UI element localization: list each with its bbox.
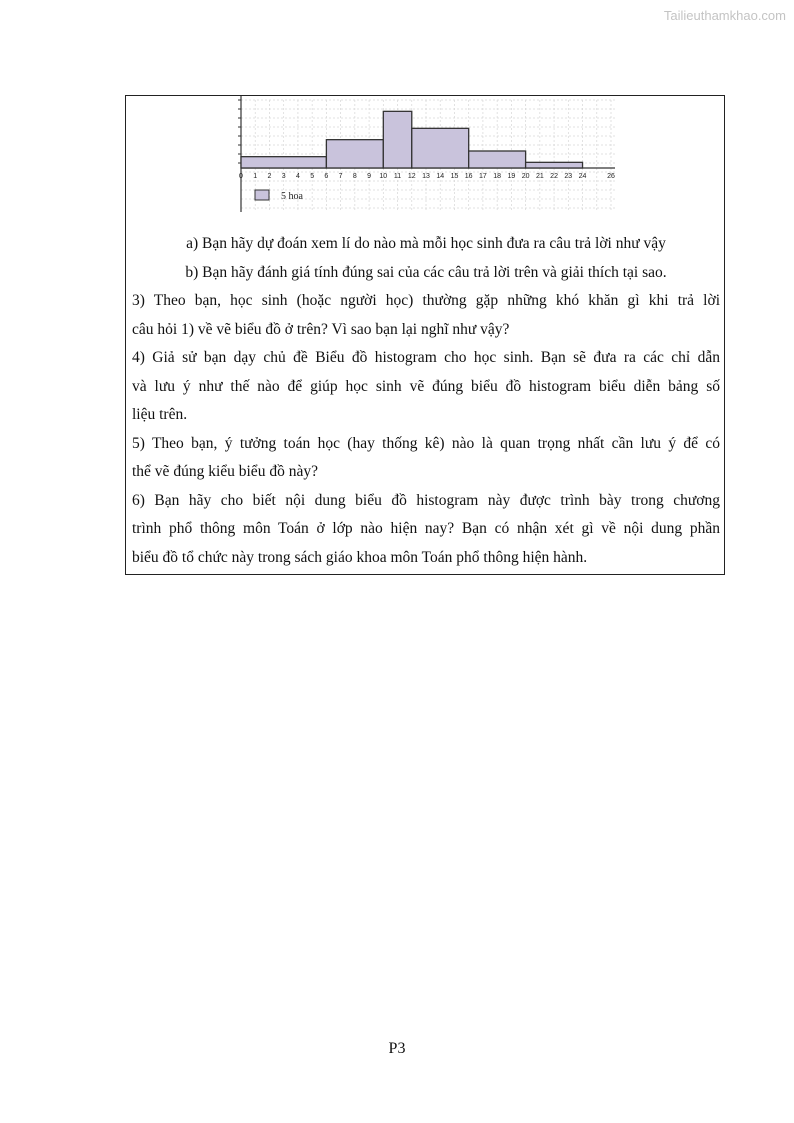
x-tick-label: 1	[253, 173, 258, 180]
x-tick-label: 14	[436, 173, 445, 180]
histogram-bar	[469, 151, 526, 168]
x-tick-label: 4	[295, 173, 300, 180]
x-tick-label: 12	[407, 173, 416, 180]
x-tick-label: 9	[367, 173, 372, 180]
x-tick-label: 26	[607, 173, 615, 180]
histogram-bar	[412, 128, 469, 168]
question-4-line: liệu trên.	[132, 406, 188, 423]
question-6-line: trình phổ thông môn Toán ở lớp nào hiện nay? Bạn có nhận xét gì về nội dung phần	[132, 520, 720, 537]
question-3	[126, 287, 726, 344]
histogram-bar	[526, 162, 583, 168]
question-5	[126, 430, 726, 487]
x-tick-label: 3	[281, 173, 286, 180]
x-tick-label: 5	[310, 173, 315, 180]
x-tick-label: 22	[550, 173, 558, 180]
question-2a: a) Bạn hãy dự đoán xem lí do nào mà mỗi học sinh đưa ra câu trả lời như vậy	[186, 235, 666, 252]
histogram-bar	[383, 111, 411, 168]
legend-swatch	[255, 190, 269, 200]
x-tick-label: 8	[352, 173, 357, 180]
x-tick-label: 7	[338, 173, 343, 180]
watermark: Tailieuthamkhao.com	[663, 8, 786, 23]
histogram-bar	[241, 157, 326, 168]
question-6-line: biểu đồ tổ chức này trong sách giáo khoa môn Toán phổ thông hiện hành.	[132, 548, 588, 566]
question-5-line: 5) Theo bạn, ý tưởng toán học (hay thống kê) nào là quan trọng nhất cần lưu ý để có	[132, 434, 720, 452]
x-tick-label: 6	[324, 173, 329, 180]
x-tick-label: 23	[564, 173, 573, 180]
x-tick-label: 24	[578, 173, 587, 180]
x-tick-label: 17	[479, 173, 487, 180]
question-text	[126, 230, 726, 572]
page-number: P3	[388, 1040, 406, 1057]
question-3-line: câu hỏi 1) về vẽ biểu đồ ở trên? Vì sao bạn lại nghĩ như vậy?	[132, 320, 510, 338]
x-tick-label: 19	[507, 173, 516, 180]
x-tick-label: 20	[521, 173, 530, 180]
question-2b: b) Bạn hãy đánh giá tính đúng sai của các câu trả lời trên và giải thích tại sao.	[185, 263, 667, 281]
histogram-chart	[231, 96, 631, 218]
x-tick-label: 11	[393, 173, 402, 180]
question-4-line: và lưu ý như thế nào để giúp học sinh vẽ đúng biểu đồ histogram biểu diễn bảng số	[132, 377, 720, 395]
x-tick-label: 18	[493, 173, 502, 180]
legend-label: 5 hoa	[281, 191, 303, 202]
question-6	[126, 487, 726, 573]
x-tick-label: 0	[239, 173, 243, 180]
x-tick-label: 13	[422, 173, 430, 180]
question-4-line: 4) Giả sử bạn dạy chủ đề Biểu đồ histogram cho học sinh. Bạn sẽ đưa ra các chỉ dẫn	[132, 349, 720, 366]
question-5-line: thể vẽ đúng kiểu biểu đồ này?	[132, 463, 318, 480]
x-tick-label: 2	[267, 173, 272, 180]
histogram-bar	[326, 140, 383, 168]
question-box	[125, 95, 725, 575]
question-3-line: 3) Theo bạn, học sinh (hoặc người học) thường gặp những khó khăn gì khi trả lời	[132, 292, 720, 309]
question-6-line: 6) Bạn hãy cho biết nội dung biểu đồ histogram này được trình bày trong chương	[132, 491, 720, 509]
x-tick-label: 21	[535, 173, 544, 180]
x-tick-label: 10	[379, 173, 388, 180]
x-tick-label: 15	[450, 173, 459, 180]
question-4	[126, 344, 726, 430]
x-tick-label: 16	[464, 173, 473, 180]
